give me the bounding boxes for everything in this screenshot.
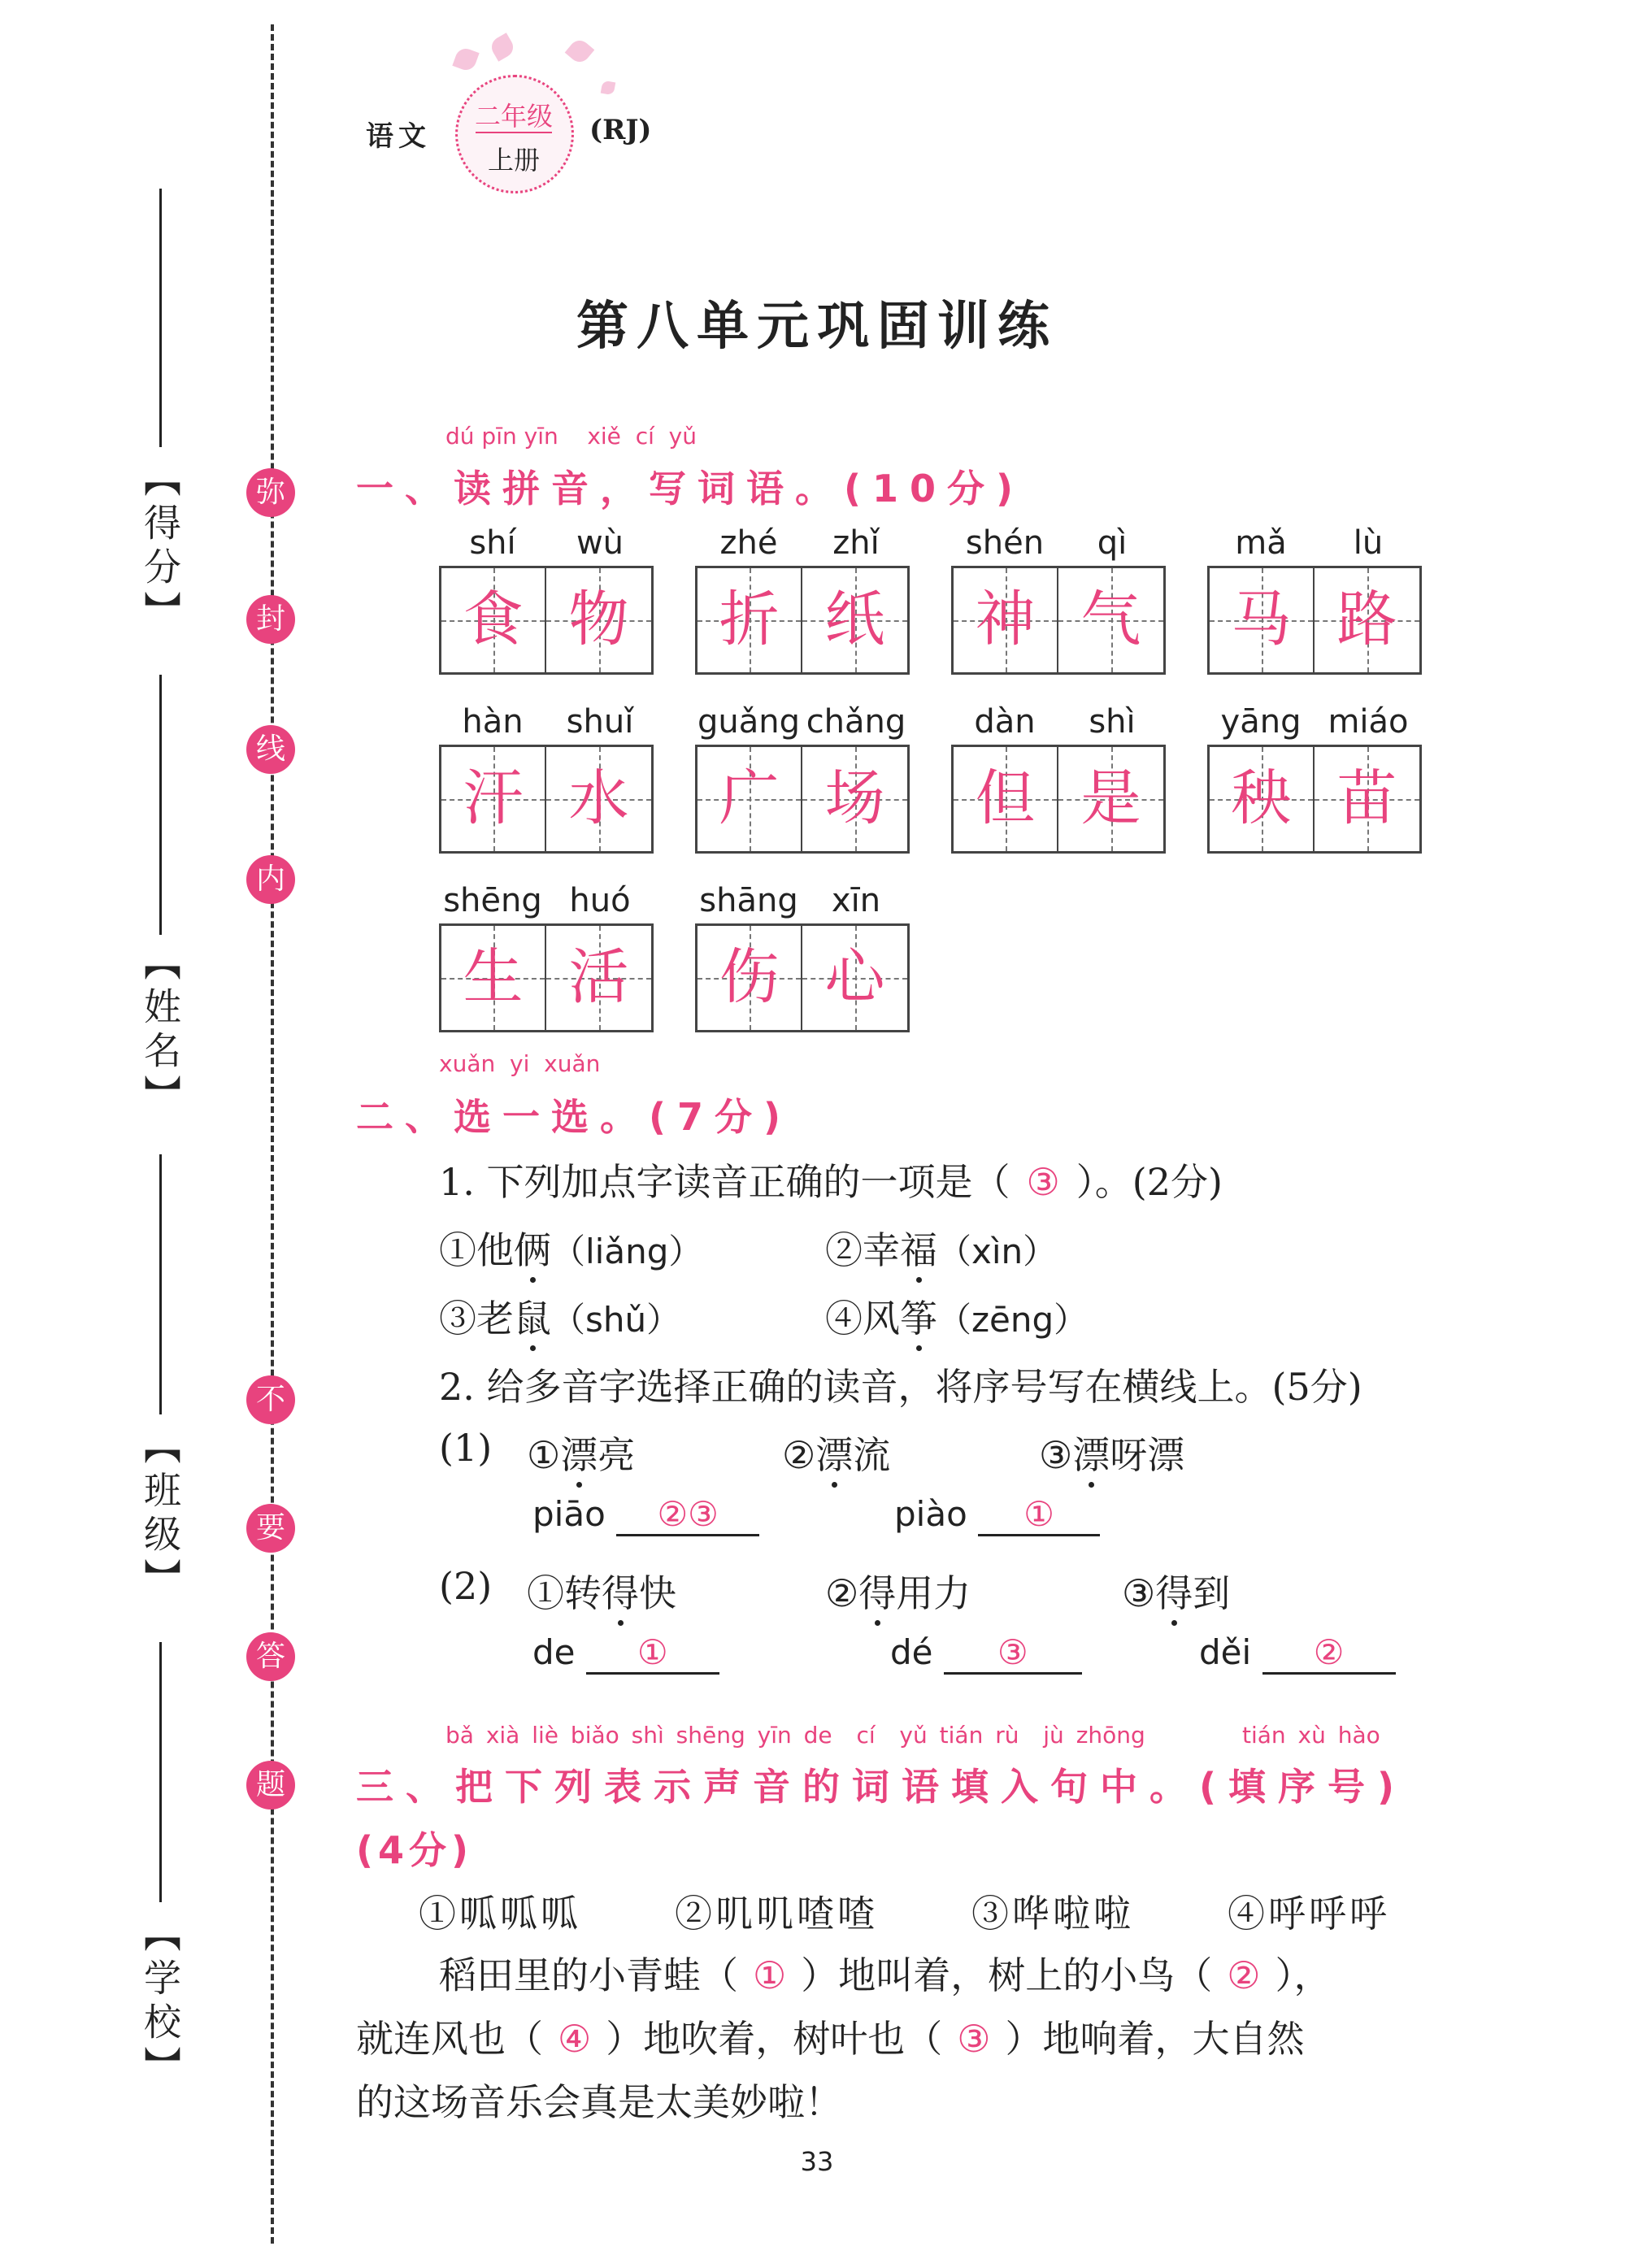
option-number: ① bbox=[439, 1228, 476, 1272]
writing-cell[interactable] bbox=[697, 926, 802, 1030]
answer-character: 广 bbox=[719, 763, 780, 833]
section3-points: (4分) bbox=[356, 1828, 474, 1872]
dotted-char: 漂 bbox=[815, 1426, 853, 1479]
option-text: 到 bbox=[1193, 1571, 1231, 1615]
word-pair bbox=[1207, 699, 1422, 854]
writing-cell[interactable] bbox=[1210, 568, 1315, 672]
syllable: zhǐ bbox=[832, 524, 880, 562]
syllable: wù bbox=[576, 524, 624, 562]
section3-option-2: ②叽叽喳喳 bbox=[675, 1892, 878, 1936]
dotted-char: 得 bbox=[858, 1564, 896, 1618]
answer-character: 神 bbox=[975, 584, 1036, 654]
option-text: 老 bbox=[476, 1297, 514, 1340]
q2-sub1-label: (1) bbox=[439, 1426, 493, 1470]
answer-character: 苗 bbox=[1336, 763, 1397, 833]
writing-grid bbox=[439, 745, 654, 854]
writing-cell[interactable] bbox=[954, 747, 1058, 851]
seal-char: 题 bbox=[246, 1761, 295, 1810]
writing-cell[interactable] bbox=[546, 568, 651, 672]
word-pair bbox=[951, 520, 1166, 675]
answer-character: 心 bbox=[824, 942, 885, 1012]
syllable: guǎng bbox=[697, 703, 800, 741]
dotted-char: 得 bbox=[1155, 1564, 1193, 1618]
answer-character: 汗 bbox=[463, 763, 524, 833]
dotted-char: 得 bbox=[602, 1564, 639, 1618]
writing-grid bbox=[951, 745, 1166, 854]
answer-character: 折 bbox=[719, 584, 780, 654]
word-pair bbox=[695, 520, 910, 675]
answer-character: 食 bbox=[463, 584, 524, 654]
q2-sub1-word-2 bbox=[782, 1426, 890, 1479]
answer-pinyin: de bbox=[532, 1632, 576, 1672]
passage-answer[interactable]: ① bbox=[753, 1953, 787, 1997]
q1-option-1 bbox=[439, 1221, 702, 1275]
syllable: shuǐ bbox=[566, 703, 634, 741]
answer-character: 物 bbox=[568, 584, 629, 654]
word-pinyin bbox=[439, 699, 654, 745]
writing-cell[interactable] bbox=[546, 747, 651, 851]
dotted-char: 漂 bbox=[560, 1426, 598, 1479]
option-text: 亮 bbox=[598, 1433, 636, 1477]
passage-answer[interactable]: ② bbox=[1227, 1953, 1261, 1997]
q1-option-4 bbox=[825, 1289, 1088, 1343]
word-pair bbox=[439, 520, 654, 675]
syllable: miáo bbox=[1328, 703, 1409, 741]
syllable: xīn bbox=[831, 882, 881, 919]
school-line[interactable] bbox=[159, 1642, 162, 1902]
passage-line-2 bbox=[356, 2009, 1305, 2063]
petal-decoration bbox=[601, 80, 616, 96]
writing-cell[interactable] bbox=[1058, 568, 1163, 672]
word-pinyin bbox=[695, 699, 910, 745]
section3-pinyin: bǎ xià liè biǎo shì shēng yīn de cí yǔ tián rù jù zhōng tián xù hào bbox=[445, 1722, 1380, 1749]
answer-pinyin: děi bbox=[1199, 1632, 1252, 1672]
section3-option-3: ③哗啦啦 bbox=[971, 1892, 1134, 1936]
q2-stem: 2. 给多音字选择正确的读音，将序号写在横线上。(5分) bbox=[439, 1365, 1362, 1409]
option-text: 快 bbox=[639, 1571, 676, 1615]
option-number: ① bbox=[527, 1571, 564, 1615]
writing-grid bbox=[695, 923, 910, 1032]
option-number: ④ bbox=[825, 1297, 863, 1340]
option-pinyin: （shǔ） bbox=[551, 1300, 681, 1340]
badge-divider bbox=[476, 132, 552, 133]
option-number: ③ bbox=[1039, 1433, 1073, 1477]
word-pinyin bbox=[951, 520, 1166, 566]
writing-cell[interactable] bbox=[802, 747, 907, 851]
option-number: ② bbox=[825, 1228, 863, 1272]
word-pinyin bbox=[439, 878, 654, 923]
option-number: ② bbox=[825, 1571, 859, 1615]
q2-sub1-word-1 bbox=[527, 1426, 635, 1479]
passage-text: ）地吹着，树叶也（ bbox=[606, 2017, 943, 2061]
passage-line-3: 的这场音乐会真是太美妙啦！ bbox=[356, 2080, 842, 2124]
word-pair bbox=[951, 699, 1166, 854]
dotted-char: 福 bbox=[900, 1221, 937, 1275]
page-number: 33 bbox=[800, 2146, 834, 2177]
seal-char: 弥 bbox=[246, 468, 295, 517]
option-number: ① bbox=[527, 1433, 561, 1477]
answer-character: 但 bbox=[975, 763, 1036, 833]
syllable: qì bbox=[1097, 524, 1128, 562]
answer-pinyin: dé bbox=[890, 1632, 933, 1672]
answer-blank[interactable]: ① bbox=[586, 1632, 719, 1675]
writing-cell[interactable] bbox=[697, 568, 802, 672]
answer-blank[interactable]: ②③ bbox=[616, 1494, 759, 1536]
syllable: dàn bbox=[974, 703, 1036, 741]
word-pair bbox=[695, 699, 910, 854]
answer-character: 是 bbox=[1080, 763, 1141, 833]
option-pinyin: （zēng） bbox=[937, 1300, 1089, 1340]
word-pair bbox=[695, 878, 910, 1032]
q2-sub2-answer-2 bbox=[890, 1632, 1082, 1675]
class-line[interactable] bbox=[159, 1154, 162, 1414]
petal-decoration bbox=[565, 37, 595, 67]
answer-blank[interactable]: ① bbox=[978, 1494, 1100, 1536]
school-label: 【学校】 bbox=[138, 1914, 182, 2090]
writing-cell[interactable] bbox=[441, 926, 546, 1030]
word-pair bbox=[439, 878, 654, 1032]
q1-option-2 bbox=[825, 1221, 1057, 1275]
seal-char: 线 bbox=[246, 725, 295, 774]
syllable: shāng bbox=[699, 882, 798, 919]
name-label: 【姓名】 bbox=[138, 943, 182, 1119]
writing-cell[interactable] bbox=[1058, 747, 1163, 851]
writing-cell[interactable] bbox=[1315, 747, 1419, 851]
syllable: shēng bbox=[443, 882, 542, 919]
q2-sub2-label: (2) bbox=[439, 1564, 493, 1608]
writing-cell[interactable] bbox=[441, 747, 546, 851]
passage-answer[interactable]: ③ bbox=[957, 2017, 991, 2061]
writing-grid bbox=[1207, 745, 1422, 854]
seal-char: 封 bbox=[246, 595, 295, 644]
option-text: 流 bbox=[853, 1433, 891, 1477]
word-pinyin bbox=[695, 520, 910, 566]
seal-char: 答 bbox=[246, 1632, 295, 1681]
score-label: 【得分】 bbox=[138, 459, 182, 635]
answer-character: 气 bbox=[1080, 584, 1141, 654]
writing-grid bbox=[695, 745, 910, 854]
q1-stem-post: ）。(2分) bbox=[1076, 1160, 1223, 1204]
passage-text: 稻田里的小青蛙（ bbox=[439, 1953, 738, 1997]
passage-line-1 bbox=[439, 1946, 1332, 2000]
section2-heading: 二、选一选。(7分) bbox=[356, 1095, 793, 1139]
option-text: 他 bbox=[476, 1228, 514, 1272]
answer-character: 纸 bbox=[824, 584, 885, 654]
passage-text: ）地叫着，树上的小鸟（ bbox=[801, 1953, 1213, 1997]
option-number: ③ bbox=[439, 1297, 476, 1340]
writing-grid bbox=[695, 566, 910, 675]
syllable: chǎng bbox=[806, 703, 906, 741]
section1-heading: 一、读拼音，写词语。(10分) bbox=[356, 467, 1025, 511]
q2-sub2-answer-3 bbox=[1199, 1632, 1396, 1675]
writing-cell[interactable] bbox=[954, 568, 1058, 672]
answer-blank[interactable]: ② bbox=[1262, 1632, 1396, 1675]
q1-stem bbox=[439, 1153, 1223, 1206]
word-pinyin bbox=[439, 520, 654, 566]
subject-label: 语文 bbox=[366, 120, 431, 153]
syllable: shì bbox=[1089, 703, 1136, 741]
answer-character: 路 bbox=[1336, 584, 1397, 654]
dotted-char: 俩 bbox=[514, 1221, 551, 1275]
section1-pinyin: dú pīn yīn xiě cí yǔ bbox=[445, 423, 697, 450]
answer-blank[interactable]: ③ bbox=[944, 1632, 1082, 1675]
syllable: huó bbox=[569, 882, 631, 919]
petal-decoration bbox=[452, 46, 479, 72]
q1-answer[interactable]: ③ bbox=[1026, 1160, 1060, 1204]
passage-text: ）， bbox=[1275, 1953, 1332, 1997]
q2-sub1-word-3 bbox=[1039, 1426, 1184, 1479]
writing-cell[interactable] bbox=[697, 747, 802, 851]
petal-decoration bbox=[488, 33, 517, 62]
passage-answer[interactable]: ④ bbox=[558, 2017, 592, 2061]
q2-sub1-answer-1 bbox=[532, 1494, 759, 1536]
word-pinyin bbox=[695, 878, 910, 923]
edition-label: (RJ) bbox=[589, 114, 652, 146]
word-pinyin bbox=[1207, 699, 1422, 745]
q2-sub2-answer-1 bbox=[532, 1632, 719, 1675]
writing-cell[interactable] bbox=[802, 568, 907, 672]
syllable: mǎ bbox=[1235, 524, 1287, 562]
syllable: yāng bbox=[1220, 703, 1302, 741]
section3-heading: 三、把下列表示声音的词语填入句中。(填序号) bbox=[356, 1765, 1407, 1809]
word-pair bbox=[439, 699, 654, 854]
answer-character: 水 bbox=[568, 763, 629, 833]
dotted-char: 鼠 bbox=[514, 1289, 551, 1343]
seal-char: 不 bbox=[246, 1375, 295, 1424]
syllable: hàn bbox=[462, 703, 524, 741]
word-pinyin bbox=[951, 699, 1166, 745]
option-text: 呀漂 bbox=[1110, 1433, 1185, 1477]
section3-option-1: ①呱呱呱 bbox=[419, 1892, 581, 1936]
answer-pinyin: piāo bbox=[532, 1494, 606, 1534]
writing-cell[interactable] bbox=[1315, 568, 1419, 672]
writing-grid bbox=[439, 566, 654, 675]
answer-character: 马 bbox=[1231, 584, 1292, 654]
q2-sub2-word-2 bbox=[825, 1564, 971, 1618]
section3-option-4: ④呼呼呼 bbox=[1228, 1892, 1390, 1936]
option-pinyin: （xìn） bbox=[937, 1232, 1058, 1271]
writing-cell[interactable] bbox=[802, 926, 907, 1030]
answer-character: 秧 bbox=[1231, 763, 1292, 833]
syllable: shí bbox=[469, 524, 516, 562]
answer-character: 伤 bbox=[719, 942, 780, 1012]
answer-character: 生 bbox=[463, 942, 524, 1012]
writing-grid bbox=[439, 923, 654, 1032]
answer-character: 活 bbox=[568, 942, 629, 1012]
q1-option-3 bbox=[439, 1289, 680, 1343]
option-pinyin: （liǎng） bbox=[551, 1232, 703, 1271]
q2-sub2-word-1 bbox=[527, 1564, 676, 1618]
writing-grid bbox=[951, 566, 1166, 675]
answer-character: 场 bbox=[824, 763, 885, 833]
answer-pinyin: piào bbox=[894, 1494, 967, 1534]
writing-cell[interactable] bbox=[441, 568, 546, 672]
dotted-char: 筝 bbox=[900, 1289, 937, 1343]
syllable: shén bbox=[965, 524, 1045, 562]
class-label: 【班级】 bbox=[138, 1427, 182, 1602]
syllable: lù bbox=[1353, 524, 1384, 562]
option-number: ③ bbox=[1122, 1571, 1156, 1615]
writing-grid bbox=[1207, 566, 1422, 675]
page-title: 第八单元巩固训练 bbox=[576, 297, 1058, 357]
option-number: ② bbox=[782, 1433, 816, 1477]
word-pair bbox=[1207, 520, 1422, 675]
q2-sub2-word-3 bbox=[1122, 1564, 1230, 1618]
seal-char: 要 bbox=[246, 1504, 295, 1553]
passage-text: ）地响着，大自然 bbox=[1005, 2017, 1305, 2061]
option-text: 转 bbox=[564, 1571, 602, 1615]
word-pinyin bbox=[1207, 520, 1422, 566]
name-line[interactable] bbox=[159, 675, 162, 935]
writing-cell[interactable] bbox=[546, 926, 651, 1030]
q2-sub1-answer-2 bbox=[894, 1494, 1100, 1536]
passage-text: 就连风也（ bbox=[356, 2017, 543, 2061]
grade-label: 二年级 bbox=[474, 101, 553, 132]
writing-cell[interactable] bbox=[1210, 747, 1315, 851]
option-text: 用力 bbox=[896, 1571, 971, 1615]
option-text: 风 bbox=[863, 1297, 900, 1340]
syllable: zhé bbox=[719, 524, 778, 562]
section2-pinyin: xuǎn yi xuǎn bbox=[439, 1050, 601, 1077]
term-label: 上册 bbox=[487, 145, 540, 176]
seal-char: 内 bbox=[246, 855, 295, 904]
q1-stem-pre: 1. 下列加点字读音正确的一项是（ bbox=[439, 1160, 1010, 1204]
dotted-char: 漂 bbox=[1072, 1426, 1110, 1479]
option-text: 幸 bbox=[863, 1228, 900, 1272]
